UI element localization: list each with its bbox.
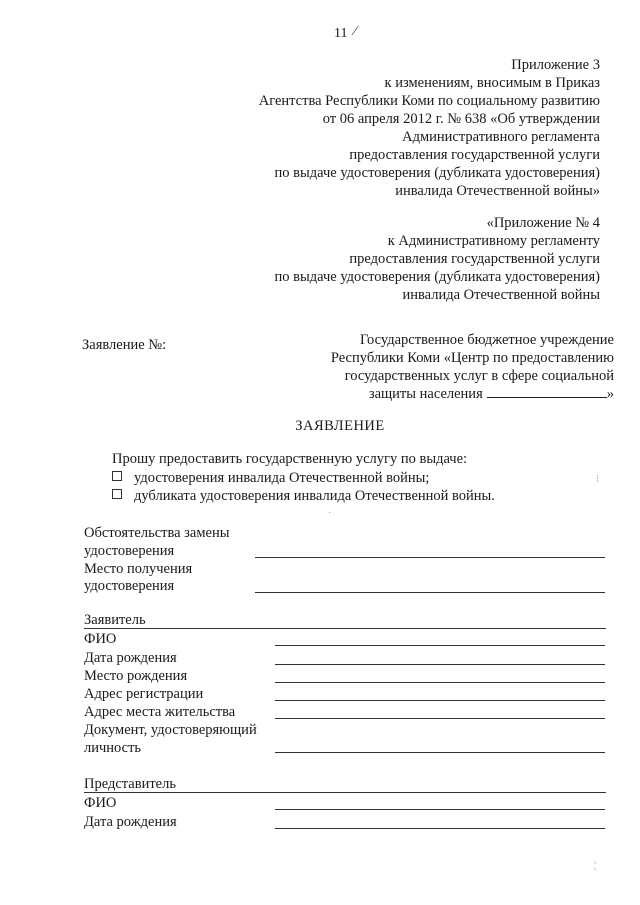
scan-speck: · — [328, 508, 332, 519]
applicant-registration-field[interactable] — [275, 700, 605, 701]
annex-3-block — [259, 56, 600, 200]
page-number: 11 — [334, 26, 348, 41]
annex-4-block — [275, 214, 600, 304]
applicant-heading: Заявитель — [84, 612, 146, 628]
receipt-field[interactable] — [255, 592, 605, 593]
receipt-label-2: удостоверения — [84, 578, 175, 594]
annex-4-line: «Приложение № 4 — [486, 215, 600, 231]
addressee-line: государственных услуг в сфере социальной — [344, 368, 614, 384]
annex-3-line: Приложение 3 — [511, 57, 600, 73]
applicant-registration-label: Адрес регистрации — [84, 686, 204, 702]
annex-3-line: к изменениям, вносимым в Приказ — [384, 75, 600, 91]
applicant-id-field[interactable] — [275, 752, 605, 753]
representative-fio-label: ФИО — [84, 795, 117, 811]
applicant-fio-field[interactable] — [275, 645, 605, 646]
representative-fio-field[interactable] — [275, 809, 605, 810]
annex-3-line: предоставления государственной услуги — [349, 147, 600, 163]
request-text: Прошу предоставить государственную услугу по выдаче: — [112, 451, 468, 467]
representative-birth-date-label: Дата рождения — [84, 814, 177, 830]
annex-3-line: Агентства Республики Коми по социальному развитию — [258, 93, 600, 109]
applicant-birth-place-field[interactable] — [275, 682, 605, 683]
replacement-label-2: удостоверения — [84, 543, 175, 559]
application-number-label: Заявление №: — [82, 337, 167, 353]
applicant-residence-label: Адрес места жительства — [84, 704, 236, 720]
addressee-line-text: защиты населения — [368, 386, 483, 402]
addressee-line — [331, 385, 614, 403]
replacement-field[interactable] — [255, 557, 605, 558]
annex-3-line: Административного регламента — [402, 129, 600, 145]
representative-heading: Представитель — [84, 776, 176, 792]
checkbox-duplicate[interactable] — [112, 489, 122, 499]
checkbox-certificate[interactable] — [112, 471, 122, 481]
option-certificate[interactable] — [112, 470, 429, 487]
closing-quote: » — [606, 386, 614, 402]
representative-divider — [84, 792, 606, 793]
pen-mark: ⁄ — [354, 24, 357, 39]
receipt-label-1: Место получения — [84, 561, 193, 577]
applicant-divider — [84, 628, 606, 629]
annex-4-line: инвалида Отечественной войны — [402, 287, 600, 303]
annex-4-line: по выдаче удостоверения (дубликата удостоверения) — [274, 269, 600, 285]
option-label: дубликата удостоверения инвалида Отечественной войны. — [134, 488, 495, 504]
scan-speck: ⁝ — [596, 474, 600, 485]
annex-4-line: предоставления государственной услуги — [349, 251, 600, 267]
option-duplicate[interactable] — [112, 488, 495, 505]
addressee-blank[interactable] — [487, 385, 607, 398]
applicant-birth-date-label: Дата рождения — [84, 650, 177, 666]
applicant-birth-date-field[interactable] — [275, 664, 605, 665]
applicant-id-label-1: Документ, удостоверяющий — [84, 722, 257, 738]
representative-birth-date-field[interactable] — [275, 828, 605, 829]
annex-3-line: по выдаче удостоверения (дубликата удостоверения) — [274, 165, 600, 181]
applicant-birth-place-label: Место рождения — [84, 668, 188, 684]
addressee-line: Республики Коми «Центр по предоставлению — [330, 350, 614, 366]
applicant-fio-label: ФИО — [84, 631, 117, 647]
addressee-block — [331, 331, 614, 403]
scan-speck: ¦ — [594, 860, 597, 871]
annex-4-line: к Административному регламенту — [387, 233, 600, 249]
annex-3-line: от 06 апреля 2012 г. № 638 «Об утверждении — [322, 111, 600, 127]
option-label: удостоверения инвалида Отечественной войны; — [134, 470, 430, 486]
applicant-id-label-2: личность — [84, 740, 142, 756]
applicant-residence-field[interactable] — [275, 718, 605, 719]
document-title: ЗАЯВЛЕНИЕ — [295, 418, 385, 434]
annex-3-line: инвалида Отечественной войны» — [395, 183, 600, 199]
addressee-line: Государственное бюджетное учреждение — [359, 332, 614, 348]
replacement-label-1: Обстоятельства замены — [84, 525, 230, 541]
